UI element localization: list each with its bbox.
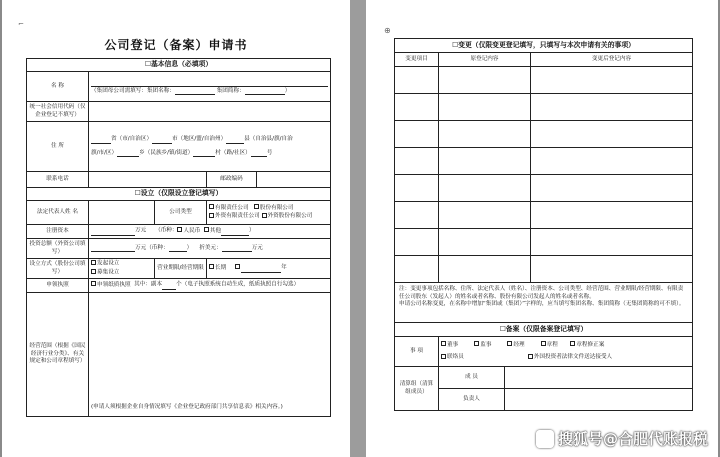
type-checkbox[interactable]: 外资有限责任公司 — [209, 213, 260, 219]
city-blank — [152, 138, 172, 144]
filing-items-label: 事 项 — [395, 337, 439, 367]
move-handle-icon[interactable]: ⊕ — [384, 26, 391, 35]
company-type-label: 公司类型 — [155, 201, 207, 225]
business-scope-label: 经营范围（根据《国民经济行业分类》、有关规定和公司章程填写） — [27, 293, 89, 417]
name-label: 名 称 — [27, 72, 89, 102]
change-filing-table — [394, 38, 693, 411]
currency-label: （币种： — [155, 227, 178, 234]
term-year-unit: 年 — [281, 264, 287, 271]
province-label: 省（市/自治区） — [111, 135, 153, 142]
postal-label: 邮政编码 — [207, 172, 257, 188]
setup-method-label: 设立方式（股份公司填写） — [27, 259, 89, 279]
section-setup: ☐设立（仅限设立登记填写） — [27, 188, 331, 201]
credit-code-field[interactable] — [89, 102, 331, 122]
change-item-header: 变更项目 — [395, 53, 439, 67]
method-checkbox[interactable]: 募集设立 — [91, 269, 152, 277]
liquidation-member-label: 成 员 — [439, 367, 505, 389]
change-row-item[interactable] — [395, 148, 439, 175]
liquidation-leader-label: 负责人 — [439, 389, 505, 411]
group-short-blank — [245, 89, 285, 95]
number-label: 号 — [266, 149, 273, 156]
original-content-header: 原登记内容 — [439, 53, 531, 67]
group-short-label: 集团简称： — [216, 87, 245, 94]
name-note-end: ） — [284, 87, 291, 94]
investment-unit: 万元（币种： — [135, 244, 169, 251]
city-label: 市（地区/盟/自治州） — [172, 135, 227, 142]
form-page-right — [366, 0, 718, 457]
town-blank — [117, 151, 139, 157]
filing-checkbox[interactable]: 联络员 — [441, 354, 464, 360]
province-blank — [91, 138, 111, 144]
postal-field[interactable] — [257, 172, 331, 188]
license-label: 申领执照 — [27, 279, 89, 293]
change-row-original[interactable] — [439, 94, 531, 121]
currency-rmb-checkbox[interactable]: 人民币 — [177, 228, 200, 234]
liquidation-leader-field[interactable] — [505, 389, 693, 411]
term-long-checkbox[interactable]: 长期 — [209, 265, 226, 271]
change-row-new[interactable] — [531, 94, 693, 121]
county-label: 县（自治县/旗/自治 — [244, 135, 293, 142]
term-years-checkbox[interactable] — [235, 264, 240, 269]
change-row-item[interactable] — [395, 67, 439, 94]
group-name-blank — [175, 89, 215, 95]
currency-other-checkbox[interactable]: 其他 — [204, 228, 221, 234]
change-row-new[interactable] — [531, 121, 693, 148]
change-row-item[interactable] — [395, 229, 439, 256]
license-paper-checkbox[interactable]: 申领纸质执照 — [91, 282, 131, 288]
change-row-item[interactable] — [395, 202, 439, 229]
investment-currency-blank — [169, 246, 187, 252]
filing-checkbox[interactable]: 章程 — [541, 342, 558, 348]
village-label: 村（路/社区） — [215, 149, 251, 156]
change-row-original[interactable] — [439, 202, 531, 229]
section-basic-info: ☐基本信息（必填项） — [27, 59, 331, 72]
change-row-item[interactable] — [395, 256, 439, 283]
setup-method-options — [89, 259, 155, 279]
usd-unit: 万元 — [251, 244, 263, 251]
company-type-options — [207, 201, 331, 225]
currency-other-blank — [221, 230, 249, 236]
currency-end: ） — [249, 227, 255, 234]
name-underline — [91, 78, 328, 87]
investment-blank — [91, 246, 135, 252]
change-row-item[interactable] — [395, 175, 439, 202]
license-copies-note: 个（电子执照系统自动生成，纸质执照自行勾选） — [176, 281, 300, 288]
investment-end: ） — [186, 244, 193, 251]
change-note: 注：变更事项包括名称、住所、法定代表人（姓名）、注册资本、公司类型、经营范围、营业期限/经营期限、有限责任公司股东（发起人）的姓名或者名称、股份有限公司发起人的姓名或者名称。 — [399, 286, 684, 300]
type-checkbox[interactable]: 有限责任公司 — [209, 205, 249, 211]
change-note-2: 申请公司名称变更，在名称中增加“集团或（集团）”字样的，应当填写集团名称、集团简称（无集团简称的可不填）。 — [399, 301, 685, 308]
change-row-new[interactable] — [531, 229, 693, 256]
watermark-text: 搜狐号@合肥代账报税 — [557, 430, 708, 448]
license-copies-label: 其中：副本 — [134, 281, 163, 288]
change-row-original[interactable] — [439, 229, 531, 256]
investment-label: 投资总额（外资公司填写） — [27, 239, 89, 259]
application-table — [26, 58, 331, 417]
phone-field[interactable] — [89, 172, 207, 188]
sohu-logo-icon — [536, 430, 554, 448]
town-label: 乡（民族乡/镇/街道） — [139, 149, 194, 156]
change-row-new[interactable] — [531, 175, 693, 202]
capital-blank — [91, 230, 135, 236]
name-field[interactable] — [89, 72, 331, 102]
filing-checkbox[interactable]: 章程修正案 — [570, 342, 604, 348]
watermark — [536, 428, 708, 449]
business-scope-field[interactable] — [89, 293, 331, 417]
form-title: 公司登记（备案）申请书 — [104, 38, 248, 52]
capital-field[interactable] — [89, 225, 331, 239]
change-row-original[interactable] — [439, 175, 531, 202]
filing-checkbox[interactable]: 监事 — [474, 342, 491, 348]
name-note: （集团母公司需填写：集团名称： — [91, 87, 175, 94]
capital-label: 注册资本 — [27, 225, 89, 239]
filing-checkbox[interactable]: 外国投资者法律文件送达接受人 — [528, 354, 612, 360]
term-years-blank — [241, 267, 281, 273]
term-label: 营业期限/经营期限 — [155, 259, 207, 279]
address-field[interactable] — [89, 122, 331, 172]
phone-label: 联系电话 — [27, 172, 89, 188]
change-row-original[interactable] — [439, 67, 531, 94]
filing-items-options — [439, 337, 693, 367]
credit-code-label: 统一社会信用代码（仅企业登记不填写） — [27, 102, 89, 122]
business-scope-note: (申请人须根据企业自身情况填写《企业登记政府部门共享信息表》相关内容。) — [91, 404, 283, 411]
license-field — [89, 279, 331, 293]
change-row-original[interactable] — [439, 121, 531, 148]
change-row-new[interactable] — [531, 67, 693, 94]
type-checkbox[interactable]: 外资股份有限公司 — [262, 213, 313, 219]
change-row-item[interactable] — [395, 121, 439, 148]
term-field — [207, 259, 331, 279]
filing-checkbox[interactable]: 董事 — [441, 342, 458, 348]
address-label: 住 所 — [27, 122, 89, 172]
liquidation-label: 清算组（清算组成员） — [395, 367, 439, 411]
change-row-item[interactable] — [395, 94, 439, 121]
district-label: 旗/市/区） — [91, 149, 118, 156]
form-page-left — [2, 0, 350, 457]
crop-mark: ⌐ — [18, 20, 24, 28]
page-gap — [350, 0, 366, 457]
change-row-original[interactable] — [439, 148, 531, 175]
usd-blank — [222, 246, 252, 252]
village-blank — [193, 151, 215, 157]
section-change: ☐变更（仅限变更登记填写，只填写与本次申请有关的事项） — [395, 39, 693, 53]
legal-rep-field[interactable] — [89, 201, 155, 225]
liquidation-member-field[interactable] — [505, 367, 693, 389]
license-copies-blank[interactable] — [162, 284, 176, 290]
method-checkbox[interactable]: 发起设立 — [91, 260, 152, 268]
legal-rep-label: 法定代表人姓 名 — [27, 201, 89, 225]
filing-checkbox[interactable]: 经理 — [507, 342, 524, 348]
number-blank — [251, 151, 267, 157]
new-content-header: 变更后登记内容 — [531, 53, 693, 67]
type-checkbox[interactable]: 股份有限公司 — [254, 205, 294, 211]
change-row-new[interactable] — [531, 256, 693, 283]
capital-unit: 万元 — [135, 227, 147, 234]
investment-field[interactable] — [89, 239, 331, 259]
change-note-cell — [395, 283, 693, 323]
change-row-original[interactable] — [439, 256, 531, 283]
usd-label: 折美元： — [199, 244, 222, 251]
section-filing: ☐备案（仅限备案登记填写） — [395, 323, 693, 337]
county-blank — [226, 138, 244, 144]
change-row-new[interactable] — [531, 202, 693, 229]
change-row-new[interactable] — [531, 148, 693, 175]
